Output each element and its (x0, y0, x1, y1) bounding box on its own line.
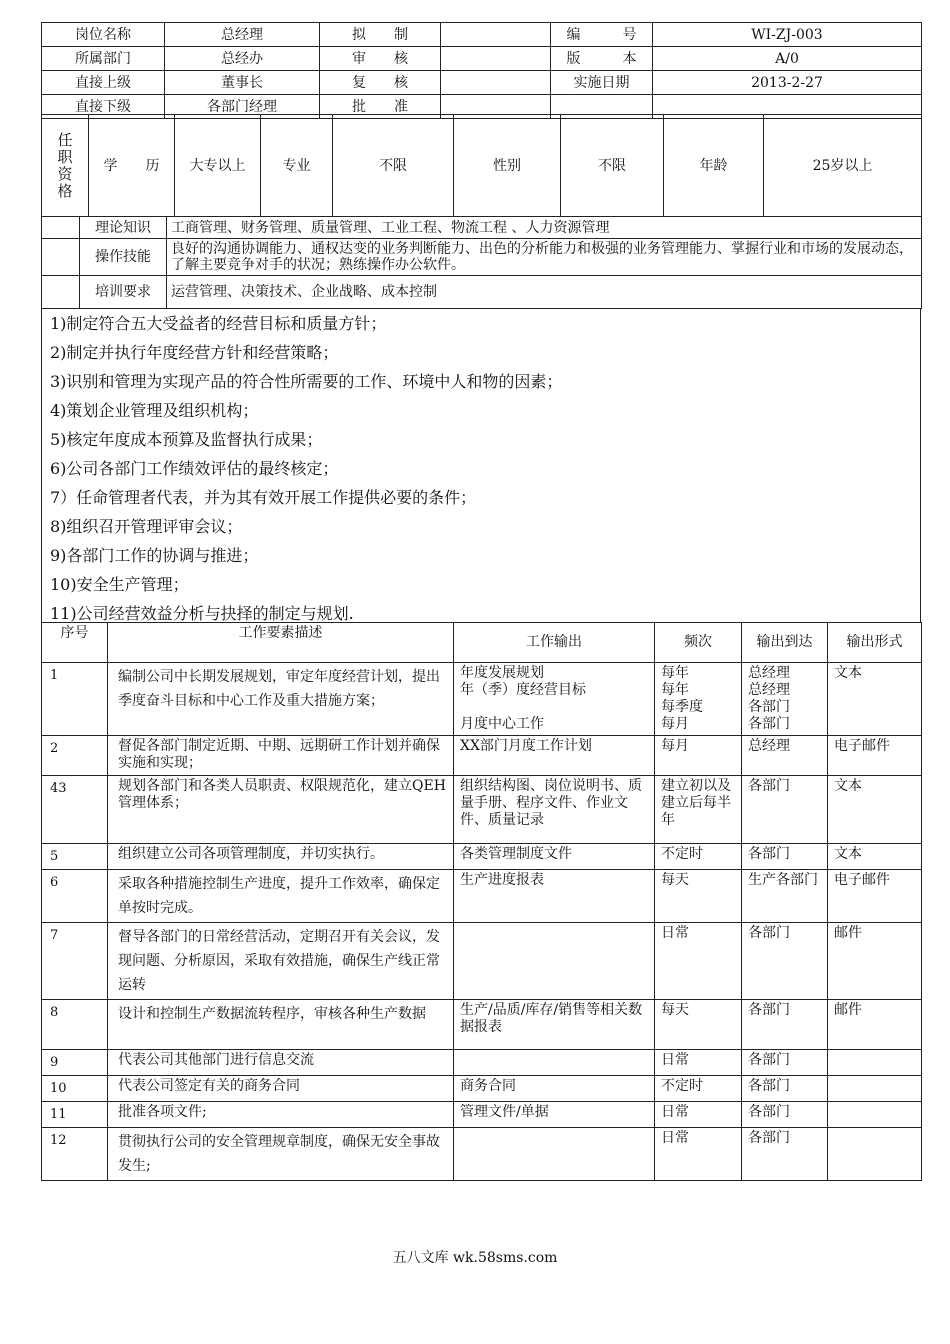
row-frequency: 不定时 (655, 844, 742, 870)
row-frequency: 每年 每年 每季度 每月 (655, 663, 742, 736)
row-destination: 各部门 (742, 1050, 828, 1076)
header-table (41, 22, 922, 119)
header-cell (441, 71, 551, 95)
row-description: 设计和控制生产数据流转程序，审核各种生产数据 (108, 1000, 454, 1050)
row-format (828, 1128, 922, 1181)
knowledge-row (42, 239, 922, 276)
blank-cell (42, 217, 80, 239)
row-description: 督促各部门制定近期、中期、远期研工作计划并确保实施和实现； (108, 736, 454, 776)
gender-value: 不限 (561, 115, 664, 217)
knowledge-table (41, 216, 922, 309)
header-row (42, 71, 922, 95)
row-output: 年度发展规划 年（季）度经营目标 月度中心工作 (454, 663, 655, 736)
row-number: 7 (42, 923, 108, 1000)
duty-item: 2)制定并执行年度经营方针和经营策略； (50, 343, 339, 362)
row-number: 9 (42, 1050, 108, 1076)
duty-item: 10)安全生产管理； (50, 575, 189, 594)
row-output: 管理文件/单据 (454, 1102, 655, 1128)
header-cell (441, 47, 551, 71)
row-output (454, 1050, 655, 1076)
row-description: 贯彻执行公司的安全管理规章制度，确保无安全事故发生; (108, 1128, 454, 1181)
table-row (42, 1000, 922, 1050)
header-row (42, 47, 922, 71)
row-destination: 各部门 (742, 1102, 828, 1128)
knowledge-value: 运营管理、决策技术、企业战略、成本控制 (167, 276, 922, 309)
table-row (42, 1102, 922, 1128)
row-format: 电子邮件 (828, 870, 922, 923)
row-destination: 各部门 (742, 1000, 828, 1050)
row-description: 规划各部门和各类人员职责、权限规范化，建立QEH管理体系； (108, 776, 454, 844)
header-cell: 直接上级 (42, 71, 165, 95)
row-output: 商务合同 (454, 1076, 655, 1102)
col-header-freq: 频次 (655, 623, 742, 663)
blank-cell (42, 239, 80, 276)
row-output: 组织结构图、岗位说明书、质量手册、程序文件、作业文件、质量记录 (454, 776, 655, 844)
row-output (454, 923, 655, 1000)
duty-item: 4)策划企业管理及组织机构； (50, 401, 259, 420)
duty-item: 3)识别和管理为实现产品的符合性所需要的工作、环境中人和物的因素； (50, 372, 563, 391)
row-format (828, 1102, 922, 1128)
row-destination: 总经理 总经理 各部门 各部门 (742, 663, 828, 736)
row-number: 11 (42, 1102, 108, 1128)
duty-item: 5)核定年度成本预算及监督执行成果； (50, 430, 323, 449)
row-format (828, 1076, 922, 1102)
header-cell: 版 本 (551, 47, 653, 71)
col-header-output: 工作输出 (454, 623, 655, 663)
header-cell: 拟 制 (320, 23, 441, 47)
row-output: 各类管理制度文件 (454, 844, 655, 870)
col-header-desc: 工作要素描述 (108, 623, 454, 663)
row-description: 采取各种措施控制生产进度，提升工作效率，确保定单按时完成。 (108, 870, 454, 923)
row-frequency: 每月 (655, 736, 742, 776)
header-cell: WI-ZJ-003 (653, 23, 922, 47)
row-format: 文本 (828, 844, 922, 870)
table-row (42, 870, 922, 923)
header-cell: 复 核 (320, 71, 441, 95)
header-cell: 实施日期 (551, 71, 653, 95)
row-number: 2 (42, 736, 108, 776)
row-destination: 各部门 (742, 923, 828, 1000)
row-destination: 各部门 (742, 844, 828, 870)
row-number: 1 (42, 663, 108, 736)
qualification-row (42, 115, 922, 217)
row-frequency: 建立初以及建立后每半年 (655, 776, 742, 844)
duties-list (41, 309, 921, 622)
row-format: 邮件 (828, 1000, 922, 1050)
row-destination: 总经理 (742, 736, 828, 776)
row-frequency: 日常 (655, 1128, 742, 1181)
education-value: 大专以上 (175, 115, 261, 217)
row-frequency: 每天 (655, 870, 742, 923)
row-destination: 各部门 (742, 1076, 828, 1102)
footer-watermark: 五八文库 wk.58sms.com (392, 1250, 558, 1266)
duty-item: 7）任命管理者代表，并为其有效开展工作提供必要的条件； (50, 488, 477, 507)
duty-item: 11)公司经营效益分析与抉择的制定与规划. (50, 604, 354, 623)
header-cell (441, 23, 551, 47)
row-number: 6 (42, 870, 108, 923)
row-format: 文本 (828, 776, 922, 844)
col-header-no: 序号 (42, 623, 108, 663)
knowledge-row (42, 276, 922, 309)
row-format (828, 1050, 922, 1076)
header-cell: 2013-2-27 (653, 71, 922, 95)
age-label: 年龄 (664, 115, 764, 217)
table-row (42, 1076, 922, 1102)
education-label: 学 历 (89, 115, 175, 217)
age-value: 25岁以上 (764, 115, 922, 217)
header-cell: 总经理 (165, 23, 320, 47)
gender-label: 性别 (454, 115, 561, 217)
header-cell: 董事长 (165, 71, 320, 95)
row-frequency: 不定时 (655, 1076, 742, 1102)
row-number: 5 (42, 844, 108, 870)
header-cell: 审 核 (320, 47, 441, 71)
table-row (42, 923, 922, 1000)
knowledge-label: 操作技能 (80, 239, 167, 276)
table-row (42, 776, 922, 844)
header-cell: A/0 (653, 47, 922, 71)
header-cell: 总经办 (165, 47, 320, 71)
header-cell: 直接下级 (42, 95, 165, 119)
row-frequency: 日常 (655, 923, 742, 1000)
knowledge-value: 良好的沟通协调能力、通权达变的业务判断能力、出色的分析能力和极强的业务管理能力、掌握行业和市场的发展动态，了解主要竞争对手的状况；熟练操作办公软件。 (167, 239, 922, 276)
knowledge-label: 培训要求 (80, 276, 167, 309)
row-number: 8 (42, 1000, 108, 1050)
row-output: XX部门月度工作计划 (454, 736, 655, 776)
header-cell: 岗位名称 (42, 23, 165, 47)
work-table (41, 622, 922, 1181)
row-frequency: 日常 (655, 1050, 742, 1076)
header-cell: 所属部门 (42, 47, 165, 71)
table-row (42, 736, 922, 776)
table-row (42, 1050, 922, 1076)
row-format: 电子邮件 (828, 736, 922, 776)
header-row (42, 23, 922, 47)
table-row (42, 1128, 922, 1181)
duty-item: 6)公司各部门工作绩效评估的最终核定； (50, 459, 339, 478)
row-description: 督导各部门的日常经营活动，定期召开有关会议，发现问题、分析原因，采取有效措施，确保生产线正常运转 (108, 923, 454, 1000)
work-header-row (42, 623, 922, 663)
row-description: 代表公司签定有关的商务合同 (108, 1076, 454, 1102)
knowledge-value: 工商管理、财务管理、质量管理、工业工程、物流工程 、人力资源管理 (167, 217, 922, 239)
row-format: 邮件 (828, 923, 922, 1000)
qualification-table (41, 114, 922, 217)
col-header-form: 输出形式 (828, 623, 922, 663)
row-frequency: 日常 (655, 1102, 742, 1128)
row-description: 编制公司中长期发展规划，审定年度经营计划，提出季度奋斗目标和中心工作及重大措施方案； (108, 663, 454, 736)
row-description: 组织建立公司各项管理制度，并切实执行。 (108, 844, 454, 870)
row-destination: 各部门 (742, 1128, 828, 1181)
blank-cell (42, 276, 80, 309)
table-row (42, 663, 922, 736)
row-description: 代表公司其他部门进行信息交流 (108, 1050, 454, 1076)
row-number: 10 (42, 1076, 108, 1102)
row-number: 43 (42, 776, 108, 844)
row-description: 批准各项文件; (108, 1102, 454, 1128)
col-header-dest: 输出到达 (742, 623, 828, 663)
row-destination: 生产各部门 (742, 870, 828, 923)
row-frequency: 每天 (655, 1000, 742, 1050)
major-label: 专业 (261, 115, 333, 217)
duty-item: 8)组织召开管理评审会议； (50, 517, 243, 536)
qualification-label: 任 职 资 格 (42, 115, 89, 217)
header-cell: 各部门经理 (165, 95, 320, 119)
row-output: 生产/品质/库存/销售等相关数据报表 (454, 1000, 655, 1050)
table-row (42, 844, 922, 870)
duty-item: 9)各部门工作的协调与推进； (50, 546, 259, 565)
row-format: 文本 (828, 663, 922, 736)
header-cell: 编 号 (551, 23, 653, 47)
knowledge-label: 理论知识 (80, 217, 167, 239)
row-number: 12 (42, 1128, 108, 1181)
header-cell: 批 准 (320, 95, 441, 119)
major-value: 不限 (333, 115, 454, 217)
knowledge-row (42, 217, 922, 239)
row-output (454, 1128, 655, 1181)
row-output: 生产进度报表 (454, 870, 655, 923)
row-destination: 各部门 (742, 776, 828, 844)
duty-item: 1)制定符合五大受益者的经营目标和质量方针； (50, 314, 387, 333)
